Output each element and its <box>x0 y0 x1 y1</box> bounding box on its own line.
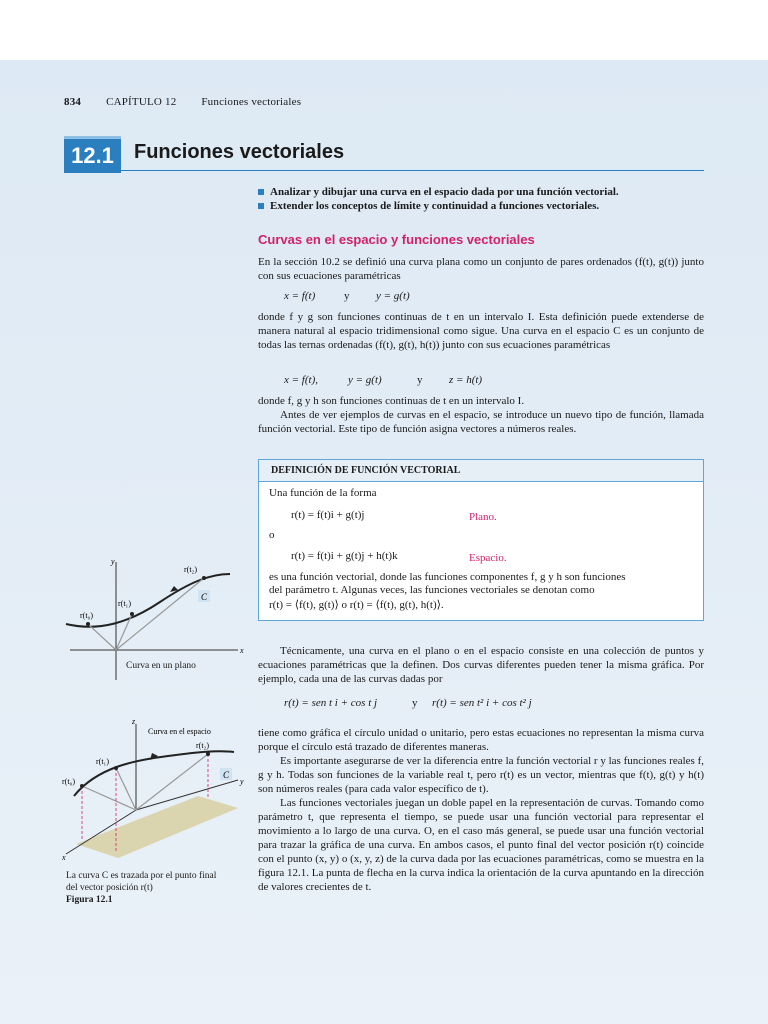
objective-item: Analizar y dibujar una curva en el espacio dada por una función vectorial. <box>258 185 708 199</box>
label-rt1: r(t₁) <box>118 599 132 608</box>
vector-rt1 <box>116 614 132 650</box>
definition-label-plane: Plano. <box>469 511 497 523</box>
point-t0 <box>86 622 90 626</box>
top-band <box>0 0 768 60</box>
paragraph: tiene como gráfica el círculo unidad o unitario, pero estas ecuaciones no representan la misma curva porque el círculo está trazado de diferentes maneras. <box>258 727 704 753</box>
vector-rt1 <box>116 768 136 810</box>
vector-rt2 <box>116 578 204 650</box>
figure-number: Figura 12.1 <box>66 895 113 905</box>
section-rule <box>121 170 704 171</box>
definition-or: o <box>269 529 275 541</box>
paragraph: donde f y g son funciones continuas de t en un intervalo I. Esta definición puede extenderse de manera natural al espacio tridimensional como sigue. Una curva en el espacio C es un conjunto de todas las ternas ordenadas (f(t), g(t), h(t)) junto con sus ecuaciones paramétricas <box>258 311 704 351</box>
paragraph: Antes de ver ejemplos de curvas en el espacio, se introduce un nuevo tipo de función, llamada función vectorial. Este tipo de función asigna vectores a números reales. <box>258 409 704 435</box>
bullet-square-icon <box>258 203 264 209</box>
definition-label-space: Espacio. <box>469 552 507 564</box>
label-rt2: r(t₂) <box>196 741 210 750</box>
space-caption-top: Curva en el espacio <box>148 727 211 736</box>
vector-rt0 <box>82 786 136 810</box>
paragraph: En la sección 10.2 se definió una curva plana como un conjunto de pares ordenados (f(t), g(t)) junto con sus ecuaciones paramétricas <box>258 256 704 282</box>
equation-space-param: x = f(t), y = g(t) y z = h(t) <box>284 374 483 386</box>
curve-label: C <box>223 770 230 780</box>
label-rt0: r(t₀) <box>80 611 94 620</box>
running-header <box>64 96 301 108</box>
label-rt1: r(t₁) <box>96 757 110 766</box>
definition-eq-space: r(t) = f(t)i + g(t)j + h(t)k <box>291 550 398 562</box>
y-axis-label: y <box>111 557 115 566</box>
section-title: Funciones vectoriales <box>134 141 345 163</box>
figure-caption-line: La curva C es trazada por el punto final <box>66 871 217 881</box>
point-t1 <box>114 766 118 770</box>
x-axis-label: x <box>240 646 244 655</box>
chapter-label: CAPÍTULO 12 <box>106 96 177 108</box>
paragraph: donde f, g y h son funciones continuas de t en un intervalo I. <box>258 395 525 407</box>
paragraph: Las funciones vectoriales juegan un doble papel en la representación de curvas. Tomando como parámetro t, que representa el tiempo, se puede usar una función vectorial para representar el movimiento a lo largo de una curva. O, en el caso más general, se puede usar una función vectorial para trazar la gráfica de una curva. En ambos casos, el punto final del vector posición r(t) coincide con el punto (x, y) o (x, y, z) de la curva dada por las ecuaciones paramétricas, como se muestra en la figura 12.1. La punta de flecha en la curva indica la orientación de la curva apuntando en la dirección de valores crecientes de t. <box>258 797 704 893</box>
definition-box <box>258 459 704 621</box>
definition-title: DEFINICIÓN DE FUNCIÓN VECTORIAL <box>259 460 703 482</box>
figure-caption-line: del vector posición r(t) <box>66 883 153 893</box>
y-axis-label: y <box>240 777 244 786</box>
xy-plane-shade <box>76 796 238 858</box>
point-t2 <box>202 576 206 580</box>
vector-rt0 <box>88 624 116 650</box>
label-rt0: r(t₀) <box>62 777 76 786</box>
chapter-title: Funciones vectoriales <box>201 96 302 108</box>
definition-eq-plane: r(t) = f(t)i + g(t)j <box>291 509 365 521</box>
equation-plane-param: x = f(t) y y = g(t) <box>284 290 410 302</box>
point-t2 <box>206 752 210 756</box>
objectives-list <box>258 185 708 213</box>
section-number-badge: 12.1 <box>64 136 121 173</box>
definition-body: del parámetro t. Algunas veces, las funciones vectoriales se denotan como <box>269 584 595 596</box>
definition-body: es una función vectorial, donde las funciones componentes f, g y h son funciones <box>269 571 626 583</box>
definition-body: r(t) = ⟨f(t), g(t)⟩ o r(t) = ⟨f(t), g(t), h(t)⟩. <box>269 599 444 611</box>
definition-intro: Una función de la forma <box>269 487 377 499</box>
objective-item: Extender los conceptos de límite y continuidad a funciones vectoriales. <box>258 199 708 213</box>
point-t1 <box>130 612 134 616</box>
x-axis-label: x <box>62 853 66 862</box>
bullet-square-icon <box>258 189 264 195</box>
point-t0 <box>80 784 84 788</box>
figure-space-curve <box>58 716 250 864</box>
curve-label: C <box>201 592 208 602</box>
figure-plane-caption: Curva en un plano <box>126 661 196 671</box>
z-axis-label: z <box>132 717 136 726</box>
label-rt2: r(t₂) <box>184 565 198 574</box>
paragraph: Técnicamente, una curva en el plano o en el espacio consiste en una colección de puntos y ecuaciones paramétricas que la definen. Dos curvas diferentes pueden tener la misma gráfica. Por ejemplo, cada una de las curvas dadas por <box>258 645 704 685</box>
equation-circle-examples: r(t) = sen t i + cos t j y r(t) = sen t² i + cos t² j <box>284 697 532 709</box>
page-number: 834 <box>64 96 82 108</box>
subheading: Curvas en el espacio y funciones vectoriales <box>258 232 535 247</box>
paragraph: Es importante asegurarse de ver la diferencia entre la función vectorial r y las funciones reales f, g y h. Todas son funciones de la variable real t, pero r(t) es un vector, mientras que f(t), g(t) y h(t) son números reales (para cada valor específico de t). <box>258 755 704 795</box>
